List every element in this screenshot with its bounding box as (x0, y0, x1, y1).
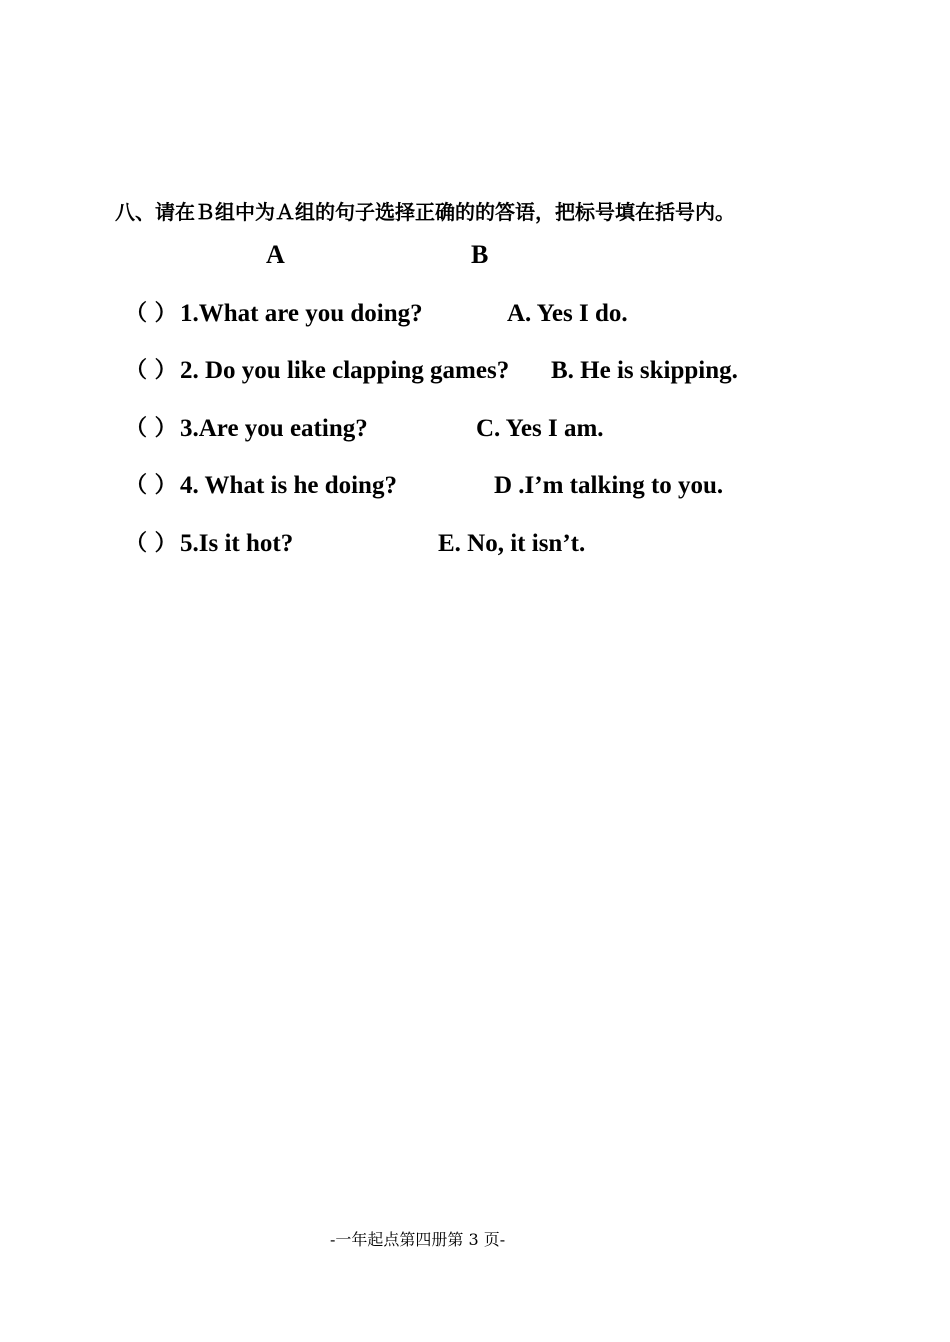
question-text: 1.What are you doing? (180, 300, 423, 327)
page-footer: -一年起点第四册第 3 页- (330, 1230, 506, 1249)
question-text: 5.Is it hot? (180, 530, 294, 557)
question-text: 3.Are you eating? (180, 415, 368, 442)
matching-item-3 (125, 412, 825, 446)
answer-blank[interactable]: （ ） (125, 531, 177, 556)
question-text: 4. What is he doing? (180, 472, 397, 499)
answer-option: B. He is skipping. (551, 357, 738, 384)
section-instruction: 八、请在Ｂ组中为Ａ组的句子选择正确的的答语，把标号填在括号内。 (115, 200, 735, 224)
matching-item-5 (125, 527, 825, 561)
answer-blank[interactable]: （ ） (125, 301, 177, 326)
answer-blank[interactable]: （ ） (125, 473, 177, 498)
answer-option: C. Yes I am. (476, 415, 604, 442)
matching-item-4 (125, 469, 825, 503)
answer-blank[interactable]: （ ） (125, 358, 177, 383)
column-b-header: B (471, 240, 489, 269)
answer-blank[interactable]: （ ） (125, 416, 177, 441)
answer-option: E. No, it isn’t. (438, 530, 586, 557)
matching-item-1 (125, 297, 825, 331)
matching-item-2 (125, 354, 825, 388)
answer-option: A. Yes I do. (507, 300, 628, 327)
question-text: 2. Do you like clapping games? (180, 357, 510, 384)
answer-option: D .I’m talking to you. (494, 472, 724, 499)
column-a-header: A (266, 240, 285, 269)
